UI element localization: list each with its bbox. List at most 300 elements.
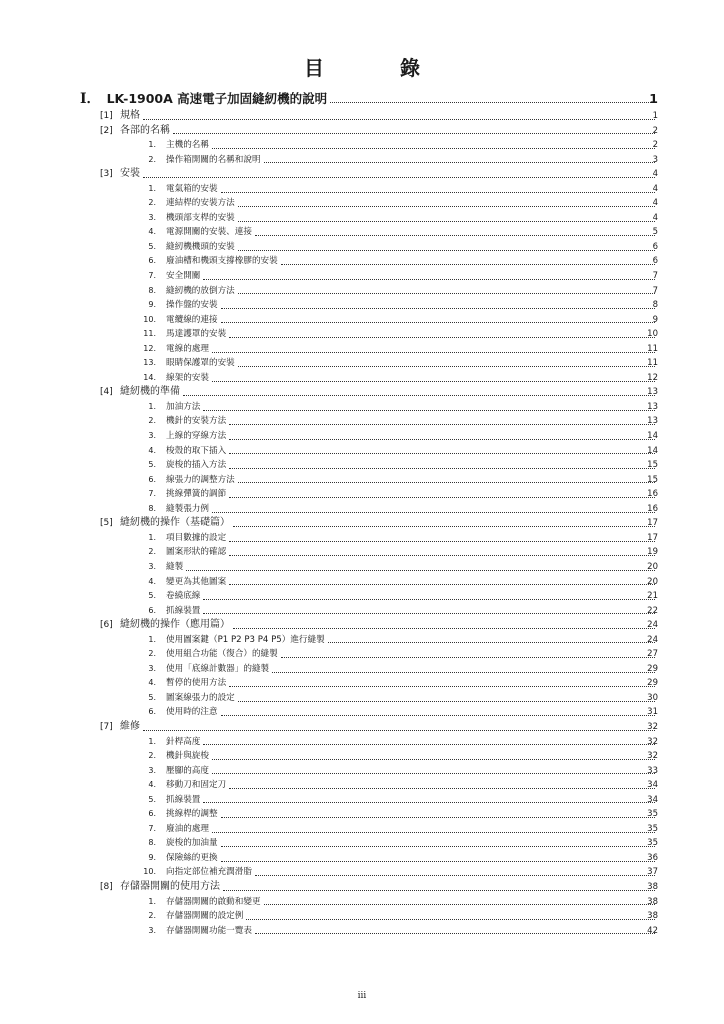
toc-page-number: 4 [652,198,658,209]
toc-number: 1. [148,532,156,542]
toc-entry [132,225,658,240]
dot-leader [229,686,655,687]
dot-leader [229,497,655,498]
toc-page-number: 13 [647,401,658,412]
toc-entry [132,633,658,648]
toc-item[interactable] [0,691,724,706]
toc-text: 存儲器開關功能一覽表 [166,925,252,936]
toc-page-number: 14 [647,431,658,442]
toc-number: [5] [100,518,113,529]
toc-page-number: 13 [647,416,658,427]
toc-item[interactable] [0,254,724,269]
toc-item[interactable] [0,909,724,924]
toc-text: 抓線裝置 [166,794,201,805]
toc-number: 4. [148,445,156,455]
toc-text: 上線的穿線方法 [166,431,227,442]
toc-item[interactable] [0,487,724,502]
toc-entry [132,502,658,517]
toc-number: 3. [148,561,156,571]
toc-item[interactable] [0,560,724,575]
toc-entry [132,676,658,691]
dot-leader [264,904,655,905]
toc-entry [132,327,658,342]
dot-leader [238,250,655,251]
toc-text: 壓腳的高度 [166,765,209,776]
toc-number: 8. [148,285,156,295]
toc-entry [132,458,658,473]
toc-page-number: 32 [647,736,658,747]
toc-entry [132,254,658,269]
toc-entry [132,604,658,619]
toc-number: 2. [148,198,156,208]
toc-text: 卷繞底線 [166,591,201,602]
toc-page-number: 8 [652,300,658,311]
toc-item[interactable] [0,589,724,604]
toc-text: 使用時的注意 [166,707,218,718]
toc-item[interactable] [0,473,724,488]
page-number: iii [357,991,367,1001]
toc-page-number: 7 [652,285,658,296]
toc-number: 9. [148,852,156,862]
toc-item[interactable] [0,269,724,284]
toc-item[interactable] [0,822,724,837]
toc-item[interactable] [0,749,724,764]
toc-number: 1. [148,401,156,411]
toc-page-number: 36 [647,852,658,863]
dot-leader [328,642,655,643]
dot-leader [229,468,655,469]
toc-number: 1. [148,736,156,746]
toc-item[interactable] [0,182,724,197]
toc-entry [80,89,658,109]
dot-leader [203,802,655,803]
table-of-contents [0,89,724,938]
dot-leader [229,541,655,542]
dot-leader [229,424,655,425]
toc-page-number: 32 [647,721,658,732]
dot-leader [238,366,655,367]
toc-number: 6. [148,707,156,717]
toc-text: 縫製 [166,561,184,572]
toc-item[interactable] [0,342,724,357]
dot-leader [281,264,655,265]
toc-entry [132,865,658,880]
toc-number: 2. [148,154,156,164]
toc-item[interactable] [0,313,724,328]
dot-leader [212,381,655,382]
toc-item[interactable] [0,196,724,211]
toc-number: 2. [148,547,156,557]
dot-leader [255,933,655,934]
toc-text: 安全開關 [166,271,201,282]
toc-page-number: 38 [647,911,658,922]
toc-entry [132,269,658,284]
toc-entry [132,822,658,837]
dot-leader [229,337,655,338]
toc-entry [132,807,658,822]
toc-section[interactable] [0,880,724,895]
dot-leader [238,482,655,483]
toc-number: 3. [148,925,156,935]
toc-page-number: 2 [652,125,658,136]
toc-entry [132,647,658,662]
dot-leader [233,526,655,527]
toc-number: 2. [148,751,156,761]
toc-item[interactable] [0,633,724,648]
dot-leader [183,395,655,396]
toc-item[interactable] [0,647,724,662]
toc-entry [132,575,658,590]
toc-entry [100,109,658,124]
toc-entry [132,764,658,779]
dot-leader [330,102,655,103]
toc-item[interactable] [0,851,724,866]
toc-text: 眼睛保護罩的安裝 [166,358,235,369]
dot-leader [221,192,655,193]
dot-leader [223,890,655,891]
toc-number: 13. [143,358,156,368]
toc-number: 7. [148,489,156,499]
dot-leader [272,672,655,673]
toc-entry [100,880,658,895]
toc-page-number: 34 [647,794,658,805]
toc-text: 廢油槽和機頭支撐橡膠的安裝 [166,256,278,267]
dot-leader [229,584,655,585]
toc-item[interactable] [0,924,724,939]
toc-item[interactable] [0,211,724,226]
toc-number: 7. [148,823,156,833]
toc-page-number: 35 [647,823,658,834]
toc-page-number: 38 [647,896,658,907]
toc-entry [132,356,658,371]
toc-item[interactable] [0,865,724,880]
dot-leader [212,512,655,513]
toc-item[interactable] [0,240,724,255]
toc-number: 8. [148,838,156,848]
toc-text: 存儲器開關的使用方法 [120,880,220,892]
toc-number: 2. [148,416,156,426]
toc-entry [132,909,658,924]
toc-page-number: 29 [647,678,658,689]
toc-number: 4. [148,227,156,237]
dot-leader [281,657,655,658]
toc-text: 線張力的調整方法 [166,474,235,485]
dot-leader [238,206,655,207]
toc-item[interactable] [0,298,724,313]
dot-leader [221,846,655,847]
toc-entry [100,124,658,139]
toc-number: 5. [148,794,156,804]
toc-page-number: 15 [647,460,658,471]
toc-entry [132,196,658,211]
toc-number: [8] [100,881,113,892]
toc-section[interactable] [0,109,724,124]
toc-entry [132,284,658,299]
toc-text: 縫紉機的準備 [120,386,180,398]
toc-item[interactable] [0,414,724,429]
toc-number: 1. [148,896,156,906]
toc-page-number: 11 [647,343,658,354]
toc-entry [132,705,658,720]
toc-item[interactable] [0,662,724,677]
toc-text: 旋梭的插入方法 [166,460,227,471]
toc-entry [132,851,658,866]
toc-number: 2. [148,649,156,659]
toc-page-number: 21 [647,591,658,602]
toc-number: 4. [148,576,156,586]
toc-section[interactable] [0,720,724,735]
toc-number: 11. [143,329,156,339]
toc-part[interactable] [0,89,724,109]
toc-page-number: 24 [647,634,658,645]
toc-text: 規格 [120,110,140,121]
toc-page-number: 16 [647,503,658,514]
toc-page-number: 22 [647,605,658,616]
toc-text: 存儲器開關的啟動和變更 [166,896,261,907]
toc-number: [6] [100,620,113,631]
toc-number: 7. [148,271,156,281]
toc-entry [132,371,658,386]
toc-entry [132,589,658,604]
toc-page-number: 37 [647,867,658,878]
toc-text: 向指定部位補充潤滑脂 [166,867,252,878]
dot-leader [212,832,655,833]
toc-text: 變更為其他圖案 [166,576,227,587]
toc-page-number: 9 [652,314,658,325]
toc-number: 9. [148,300,156,310]
toc-entry [132,444,658,459]
dot-leader [246,919,655,920]
toc-text: 使用組合功能（復合）的縫製 [166,649,278,660]
toc-text: 電線的處理 [166,343,209,354]
toc-text: 加油方法 [166,401,201,412]
toc-page-number: 30 [647,692,658,703]
dot-leader [255,875,655,876]
toc-item[interactable] [0,575,724,590]
toc-item[interactable] [0,225,724,240]
toc-text: 安裝 [120,168,140,180]
dot-leader [229,788,655,789]
dot-leader [212,352,655,353]
toc-number: 6. [148,605,156,615]
toc-page-number: 1 [652,111,658,121]
toc-number: [1] [100,111,113,121]
toc-text: 操作盤的安裝 [166,300,218,311]
toc-text: 項目數據的設定 [166,532,227,543]
dot-leader [203,613,655,614]
toc-number: 4. [148,678,156,688]
toc-entry [132,211,658,226]
toc-entry [100,385,658,400]
toc-text: 各部的名稱 [120,124,170,136]
toc-item[interactable] [0,778,724,793]
toc-entry [132,560,658,575]
toc-item[interactable] [0,327,724,342]
dot-leader [212,773,655,774]
toc-page-number: 38 [647,881,658,892]
toc-number: 1. [148,183,156,193]
toc-entry [132,298,658,313]
toc-page-number: 11 [647,358,658,369]
toc-item[interactable] [0,371,724,386]
toc-entry [132,691,658,706]
toc-section[interactable] [0,618,724,633]
toc-page-number: 42 [647,925,658,936]
toc-page-number: 10 [647,329,658,340]
toc-number: 3. [148,212,156,222]
toc-number: [4] [100,387,113,398]
toc-text: 縫紉機的操作（應用篇） [120,619,230,631]
dot-leader [238,293,655,294]
toc-number: 1. [148,634,156,644]
dot-leader [212,148,655,149]
toc-page-number: 20 [647,576,658,587]
toc-page-number: 31 [647,707,658,718]
toc-item[interactable] [0,604,724,619]
toc-text: 線架的安裝 [166,372,209,383]
dot-leader [212,759,655,760]
toc-text: 機針與旋梭 [166,751,209,762]
dot-leader [203,279,655,280]
toc-number: 5. [148,460,156,470]
toc-item[interactable] [0,764,724,779]
dot-leader [229,555,655,556]
toc-page-number: 4 [652,169,658,180]
toc-page-number: 5 [652,227,658,238]
toc-entry [100,167,658,182]
toc-text: 縫紉機的放倒方法 [166,285,235,296]
toc-item[interactable] [0,793,724,808]
toc-text: 縫製張力例 [166,503,209,514]
dot-leader [229,453,655,454]
toc-text: 梭殼的取下插入 [166,445,227,456]
toc-page-number: 2 [652,140,658,151]
toc-page-number: 35 [647,838,658,849]
toc-page-number: 19 [647,547,658,558]
toc-number: 2. [148,911,156,921]
toc-entry [132,240,658,255]
toc-entry [132,778,658,793]
dot-leader [203,410,655,411]
toc-section[interactable] [0,167,724,182]
toc-page-number: 15 [647,474,658,485]
toc-entry [132,531,658,546]
toc-number: 4. [148,780,156,790]
toc-number: 3. [148,431,156,441]
toc-page-number: 27 [647,649,658,660]
toc-page-number: 14 [647,445,658,456]
toc-page-number: 17 [647,518,658,529]
toc-text: 電纜線的連接 [166,314,218,325]
toc-page-number: 6 [652,256,658,267]
toc-item[interactable] [0,429,724,444]
toc-text: 機頭部支桿的安裝 [166,212,235,223]
toc-item[interactable] [0,400,724,415]
toc-number: 6. [148,256,156,266]
toc-entry [132,836,658,851]
toc-item[interactable] [0,735,724,750]
toc-text: 廢油的處理 [166,823,209,834]
toc-number: 5. [148,591,156,601]
toc-page-number: 3 [652,154,658,165]
toc-page-number: 17 [647,532,658,543]
dot-leader [143,730,655,731]
toc-item[interactable] [0,356,724,371]
toc-item[interactable] [0,284,724,299]
toc-item[interactable] [0,502,724,517]
toc-page-number: 29 [647,663,658,674]
toc-item[interactable] [0,807,724,822]
toc-text: 保險絲的更換 [166,852,218,863]
toc-text: 縫紉機機頭的安裝 [166,241,235,252]
dot-leader [233,628,655,629]
toc-item[interactable] [0,138,724,153]
toc-entry [132,429,658,444]
dot-leader [143,119,655,120]
toc-number: [2] [100,125,113,136]
toc-page-number: 1 [649,91,658,106]
dot-leader [238,701,655,702]
toc-number: [3] [100,169,113,180]
toc-text: 使用「底線計數器」的縫製 [166,663,270,674]
toc-number: 1. [148,140,156,150]
toc-entry [132,662,658,677]
toc-page-number: 24 [647,620,658,631]
toc-text: 移動刀和固定刀 [166,780,227,791]
toc-text: 圖案線張力的設定 [166,692,235,703]
toc-entry [132,473,658,488]
toc-section[interactable] [0,385,724,400]
page-title: 目 錄 [304,56,448,80]
toc-item[interactable] [0,531,724,546]
toc-number: 6. [148,474,156,484]
toc-number: [7] [100,721,113,732]
toc-entry [132,735,658,750]
toc-item[interactable] [0,895,724,910]
toc-entry [132,313,658,328]
toc-number: 3. [148,663,156,673]
toc-entry [132,895,658,910]
toc-item[interactable] [0,444,724,459]
toc-item[interactable] [0,545,724,560]
toc-item[interactable] [0,676,724,691]
dot-leader [186,570,655,571]
toc-entry [132,749,658,764]
dot-leader [143,177,655,178]
toc-text: 旋梭的加油量 [166,838,218,849]
dot-leader [221,308,655,309]
toc-number: 3. [148,765,156,775]
toc-item[interactable] [0,705,724,720]
toc-page-number: 35 [647,809,658,820]
toc-entry [132,793,658,808]
toc-number: 14. [143,372,156,382]
toc-text: 馬達護罩的安裝 [166,329,227,340]
toc-text: 主機的名稱 [166,140,209,151]
dot-leader [221,861,655,862]
toc-text: 使用圖案鍵（P1 P2 P3 P4 P5）進行縫製 [166,634,325,645]
dot-leader [238,221,655,222]
toc-item[interactable] [0,153,724,168]
toc-item[interactable] [0,458,724,473]
toc-page-number: 6 [652,241,658,252]
toc-entry [132,400,658,415]
dot-leader [264,162,655,163]
toc-section[interactable] [0,516,724,531]
toc-item[interactable] [0,836,724,851]
toc-section[interactable] [0,124,724,139]
toc-entry [100,720,658,735]
